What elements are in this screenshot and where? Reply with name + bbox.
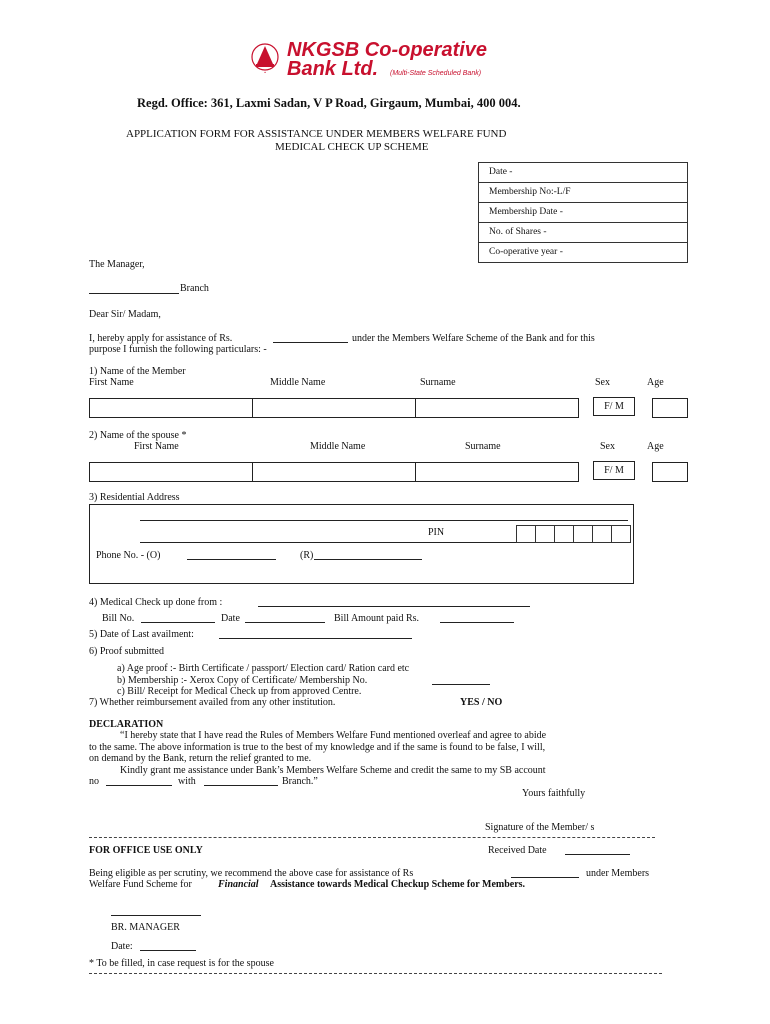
spouse-first-field[interactable] — [89, 462, 253, 482]
form-title-line2: MEDICAL CHECK UP SCHEME — [275, 141, 429, 153]
manager-date-label: Date: — [111, 941, 133, 952]
bill-amount-blank[interactable] — [440, 622, 514, 623]
br-manager-label: BR. MANAGER — [111, 922, 180, 933]
sb-account-blank[interactable] — [106, 785, 172, 786]
yours-faithfully: Yours faithfully — [522, 788, 586, 799]
received-date-label: Received Date — [488, 845, 547, 856]
spouse-middle-label: Middle Name — [310, 441, 366, 452]
membership-table — [478, 162, 688, 263]
form-title-line1: APPLICATION FORM FOR ASSISTANCE UNDER MEMBERS WELFARE FUND — [126, 128, 507, 140]
last-availment-blank[interactable] — [219, 638, 412, 639]
spouse-age-label: Age — [647, 441, 664, 452]
bank-emblem-icon — [250, 42, 280, 76]
office-para2c: Assistance towards Medical Checkup Scheme for Members. — [270, 879, 526, 890]
member-age-field[interactable] — [652, 398, 688, 418]
bottom-separator — [89, 973, 662, 974]
membership-start-row[interactable]: Membership Date - — [479, 203, 687, 223]
phone-residence-label: (R) — [300, 550, 314, 561]
proof-b: b) Membership :- Xerox Copy of Certificate/ Membership No. — [117, 675, 368, 686]
member-age-label: Age — [647, 377, 664, 388]
declaration-branch-label: Branch.” — [282, 776, 318, 787]
manager-signature-blank[interactable] — [111, 915, 201, 916]
office-para1a: Being eligible as per scrutiny, we recommend the above case for assistance of Rs — [89, 868, 414, 879]
membership-no-row[interactable]: Membership No:-L/F — [479, 183, 687, 203]
signature-label: Signature of the Member/ s — [485, 822, 595, 833]
branch-label: Branch — [180, 283, 209, 294]
pin-cell[interactable] — [592, 525, 612, 543]
footnote: * To be filled, in case request is for the spouse — [89, 958, 274, 969]
yes-no-choice[interactable]: YES / NO — [460, 697, 503, 708]
office-address: Regd. Office: 361, Laxmi Sadan, V P Road, Girgaum, Mumbai, 400 004. — [137, 96, 521, 110]
office-para2b: Financial — [218, 879, 259, 890]
intro-part1: I, hereby apply for assistance of Rs. — [89, 333, 233, 344]
office-use-heading: FOR OFFICE USE ONLY — [89, 845, 203, 856]
pin-cell[interactable] — [611, 525, 631, 543]
bill-no-blank[interactable] — [141, 622, 215, 623]
spouse-heading: 2) Name of the spouse * — [89, 430, 187, 441]
phone-label: Phone No. - (O) — [96, 550, 161, 561]
pin-label: PIN — [428, 527, 445, 538]
phone-office-blank[interactable] — [187, 559, 276, 560]
spouse-sex-field[interactable]: F/ M — [593, 461, 635, 480]
member-sex-field[interactable]: F/ M — [593, 397, 635, 416]
pin-cell[interactable] — [573, 525, 593, 543]
pin-cells[interactable] — [517, 525, 631, 543]
bill-amount-label: Bill Amount paid Rs. — [334, 613, 420, 624]
recommended-amount-blank[interactable] — [511, 877, 579, 878]
declaration-no-label: no — [89, 776, 99, 787]
intro-line2: purpose I furnish the following particulars: - — [89, 344, 267, 355]
membership-date-row[interactable]: Date - — [479, 163, 687, 183]
declaration-heading: DECLARATION — [89, 719, 164, 730]
logo-subtitle: (Multi-State Scheduled Bank) — [390, 70, 482, 77]
separator-line — [89, 837, 655, 838]
medical-checkup-blank[interactable] — [258, 606, 530, 607]
last-availment-label: 5) Date of Last availment: — [89, 629, 194, 640]
reimbursement-label: 7) Whether reimbursement availed from any other institution. — [89, 697, 336, 708]
branch-blank[interactable] — [89, 293, 179, 294]
logo-line1: NKGSB Co-operative — [287, 39, 488, 61]
pin-cell[interactable] — [554, 525, 574, 543]
office-para2a: Welfare Fund Scheme for — [89, 879, 192, 890]
pin-cell[interactable] — [516, 525, 536, 543]
spouse-surname-field[interactable] — [415, 462, 579, 482]
manager-label: The Manager, — [89, 259, 145, 270]
member-surname-label: Surname — [420, 377, 456, 388]
phone-residence-blank[interactable] — [314, 559, 422, 560]
manager-date-blank[interactable] — [140, 950, 196, 951]
office-para1b: under Members — [586, 868, 650, 879]
dear-label: Dear Sir/ Madam, — [89, 309, 161, 320]
member-surname-field[interactable] — [415, 398, 579, 418]
shares-row[interactable]: No. of Shares - — [479, 223, 687, 243]
spouse-age-field[interactable] — [652, 462, 688, 482]
declaration-line1: “I hereby state that I have read the Rules of Members Welfare Fund mentioned overleaf and agree to abide — [120, 730, 547, 741]
spouse-surname-label: Surname — [465, 441, 501, 452]
coop-year-row[interactable]: Co-operative year - — [489, 247, 563, 257]
received-date-blank[interactable] — [565, 854, 630, 855]
member-sex-label: Sex — [595, 377, 610, 388]
bill-date-label: Date — [221, 613, 240, 624]
member-first-label: First Name — [89, 377, 134, 388]
member-middle-label: Middle Name — [270, 377, 326, 388]
address-heading: 3) Residential Address — [89, 492, 180, 503]
bill-date-blank[interactable] — [245, 622, 325, 623]
proof-c: c) Bill/ Receipt for Medical Check up from approved Centre. — [117, 686, 362, 697]
member-first-field[interactable] — [89, 398, 253, 418]
declaration-line2: to the same. The above information is true to the best of my knowledge and if the same is found to be false, I will, — [89, 742, 546, 753]
svg-text:•: • — [263, 70, 267, 75]
membership-no-blank[interactable] — [432, 684, 490, 685]
spouse-first-label: First Name — [134, 441, 179, 452]
declaration-line3: on demand by the Bank, return the relief granted to me. — [89, 753, 312, 764]
address-line-1[interactable] — [140, 520, 628, 521]
declaration-with-label: with — [178, 776, 196, 787]
assistance-amount-blank[interactable] — [273, 342, 348, 343]
declaration-line4: Kindly grant me assistance under Bank’s Members Welfare Scheme and credit the same to my SB account — [120, 765, 546, 776]
logo-line2: Bank Ltd. — [287, 58, 379, 80]
spouse-middle-field[interactable] — [252, 462, 416, 482]
sb-branch-blank[interactable] — [204, 785, 278, 786]
medical-checkup-label: 4) Medical Check up done from : — [89, 597, 223, 608]
pin-cell[interactable] — [535, 525, 555, 543]
proof-a: a) Age proof :- Birth Certificate / passport/ Election card/ Ration card etc — [117, 663, 410, 674]
member-heading: 1) Name of the Member — [89, 366, 186, 377]
address-box[interactable] — [89, 504, 634, 584]
spouse-sex-label: Sex — [600, 441, 615, 452]
bill-no-label: Bill No. — [102, 613, 135, 624]
proof-label: 6) Proof submitted — [89, 646, 164, 657]
intro-part2: under the Members Welfare Scheme of the Bank and for this — [352, 333, 595, 344]
member-middle-field[interactable] — [252, 398, 416, 418]
